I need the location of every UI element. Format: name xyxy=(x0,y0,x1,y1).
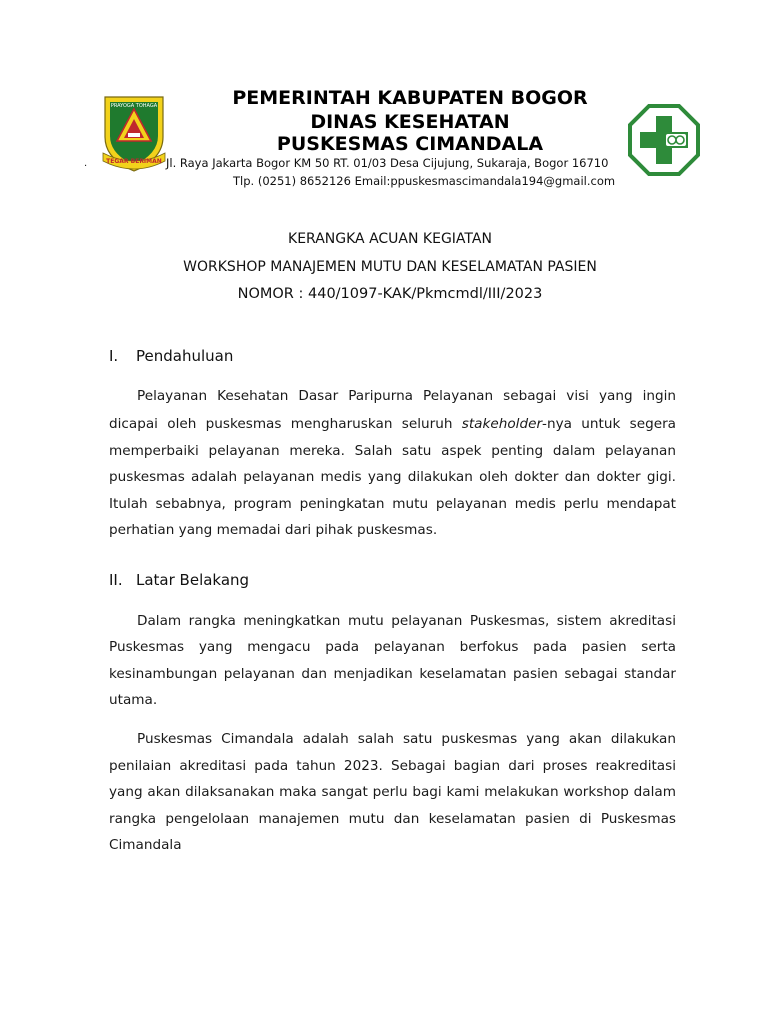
document-number: NOMOR : 440/1097-KAK/Pkmcmdl/III/2023 xyxy=(237,286,543,302)
section-number: I. xyxy=(109,347,119,365)
paragraph-line: Puskesmas yang mengacu pada pelayanan berfokus pada pasien serta xyxy=(109,639,676,655)
paragraph-line: dicapai oleh puskesmas mengharuskan seluruh stakeholder-nya untuk segera xyxy=(109,416,676,432)
section-number: II. xyxy=(109,571,123,589)
kabupaten-bogor-emblem-icon xyxy=(101,93,167,175)
italic-term: stakeholder xyxy=(461,416,543,432)
paragraph-line: puskesmas adalah pelayanan medis yang dilakukan oleh dokter dan dokter gigi. xyxy=(109,469,676,485)
emblem-top-text: PRAYOGA TOHAGA xyxy=(110,103,158,109)
paragraph-line: Puskesmas Cimandala adalah salah satu puskesmas yang akan dilakukan xyxy=(137,731,676,747)
letterhead-contact: Tlp. (0251) 8652126 Email:ppuskesmascimandala194@gmail.com xyxy=(233,174,616,188)
section-heading-latar-belakang xyxy=(109,570,249,590)
letterhead-line3: PUSKESMAS CIMANDALA xyxy=(276,133,544,155)
document-subtitle: WORKSHOP MANAJEMEN MUTU DAN KESELAMATAN PASIEN xyxy=(183,259,597,275)
stray-dot: . xyxy=(84,158,88,169)
paragraph-line: kesinambungan pelayanan dan menjadikan keselamatan pasien sebagai standar xyxy=(109,666,676,682)
paragraph-line: penilaian akreditasi pada tahun 2023. Sebagai bagian dari proses reakreditasi xyxy=(109,758,676,774)
emblem-ribbon-text: TEGAR BERIMAN xyxy=(106,158,162,165)
letterhead-address: Jl. Raya Jakarta Bogor KM 50 RT. 01/03 Desa Cijujung, Sukaraja, Bogor 16710 xyxy=(166,156,609,170)
letterhead-line2: DINAS KESEHATAN xyxy=(310,111,510,133)
paragraph-line: yang akan dilaksanakan maka sangat perlu bagi kami melakukan workshop dalam xyxy=(109,784,676,800)
paragraph-line: Cimandala xyxy=(109,837,182,853)
section-heading-pendahuluan xyxy=(109,346,233,366)
letterhead-line1: PEMERINTAH KABUPATEN BOGOR xyxy=(232,87,588,109)
paragraph-line: perhatian yang memadai dari pihak puskesmas. xyxy=(109,522,438,538)
paragraph-line: utama. xyxy=(109,692,158,708)
paragraph-line: Dalam rangka meningkatkan mutu pelayanan Puskesmas, sistem akreditasi xyxy=(137,613,676,629)
document-title: KERANGKA ACUAN KEGIATAN xyxy=(288,231,492,247)
section-title: Latar Belakang xyxy=(136,571,250,589)
paragraph-line: Pelayanan Kesehatan Dasar Paripurna Pelayanan sebagai visi yang ingin xyxy=(137,388,676,404)
section-title: Pendahuluan xyxy=(136,347,234,365)
paragraph-line: rangka pengelolaan manajemen mutu dan keselamatan pasien di Puskesmas xyxy=(109,811,676,827)
paragraph-line: Itulah sebabnya, program peningkatan mutu pelayanan medis perlu mendapat xyxy=(109,496,676,512)
paragraph-line: memperbaiki pelayanan mereka. Salah satu aspek penting dalam pelayanan xyxy=(109,443,676,459)
